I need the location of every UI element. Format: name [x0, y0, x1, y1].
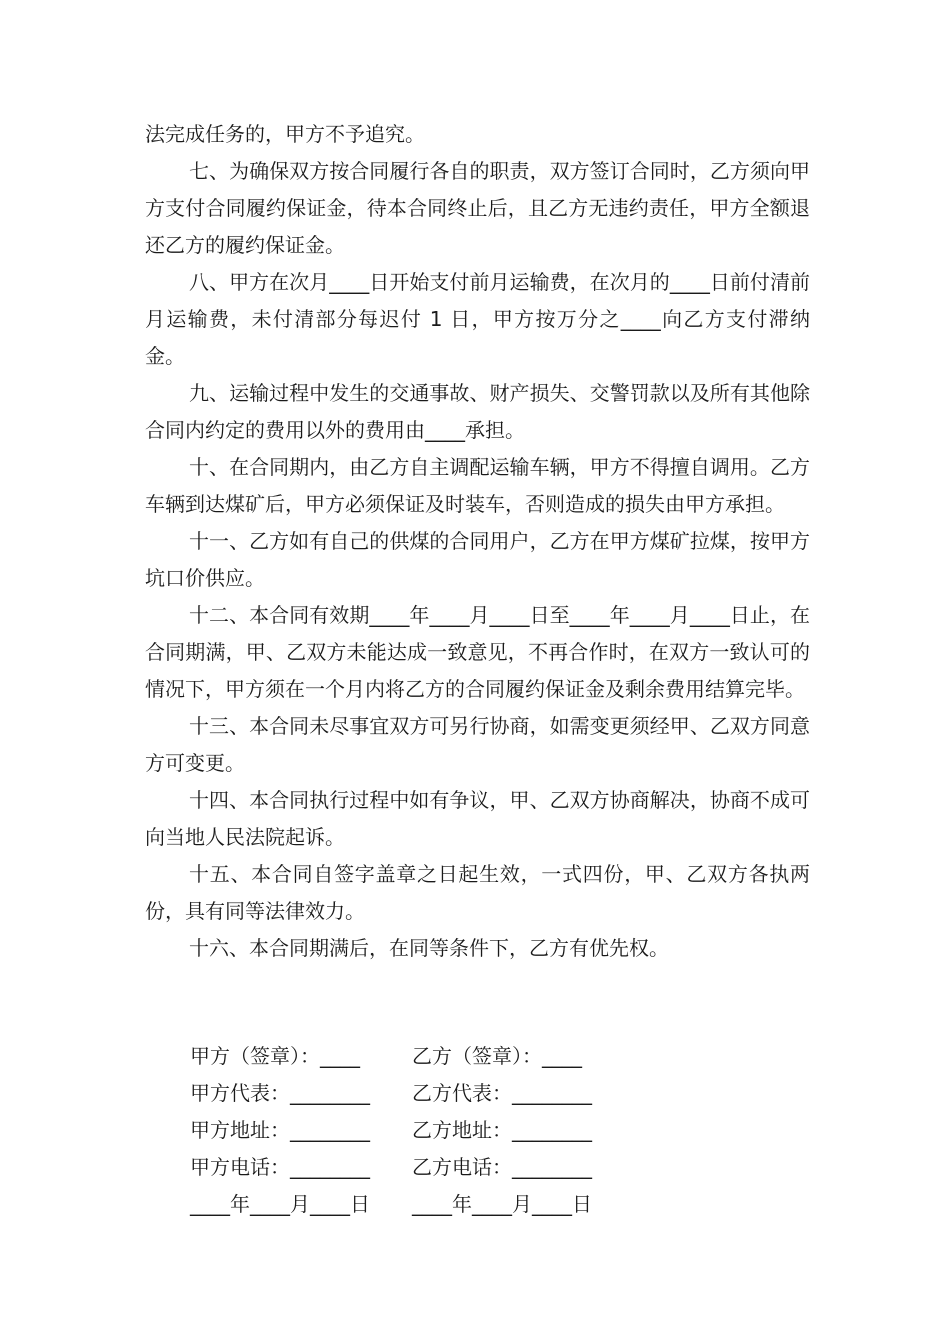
party-b-seal: 乙方（签章）：____	[412, 1044, 582, 1068]
party-a-phone: 甲方电话：________	[190, 1155, 370, 1179]
party-a-seal: 甲方（签章）：____	[190, 1044, 360, 1068]
clause-12: 十二、本合同有效期____年____月____日至____年____月____日止，在合同期满，甲、乙双方未能达成一致意见，不再合作时，在双方一致认可的情况下，甲方须在一个月内将乙方的合同履约保证金及剩余费用结算完毕。	[145, 603, 810, 701]
signature-row-address	[190, 1112, 750, 1149]
signature-row-seal	[190, 1038, 750, 1075]
contract-body	[145, 116, 810, 967]
paragraph-continuation: 法完成任务的，甲方不予追究。	[145, 122, 425, 146]
signature-block	[190, 1038, 750, 1223]
party-b-date: ____年____月____日	[412, 1192, 592, 1216]
clause-9: 九、运输过程中发生的交通事故、财产损失、交警罚款以及所有其他除合同内约定的费用以外的费用由____承担。	[145, 381, 810, 442]
clause-8: 八、甲方在次月____日开始支付前月运输费，在次月的____日前付清前月运输费，未付清部分每迟付 1 日，甲方按万分之____向乙方支付滞纳金。	[145, 270, 810, 368]
party-b-phone: 乙方电话：________	[412, 1155, 592, 1179]
clause-16: 十六、本合同期满后，在同等条件下，乙方有优先权。	[189, 936, 669, 960]
clause-15: 十五、本合同自签字盖章之日起生效，一式四份，甲、乙双方各执两份，具有同等法律效力。	[145, 862, 810, 923]
signature-row-phone	[190, 1149, 750, 1186]
clause-14: 十四、本合同执行过程中如有争议，甲、乙双方协商解决，协商不成可向当地人民法院起诉。	[145, 788, 810, 849]
party-b-representative: 乙方代表：________	[412, 1081, 592, 1105]
clause-11: 十一、乙方如有自己的供煤的合同用户，乙方在甲方煤矿拉煤，按甲方坑口价供应。	[145, 529, 810, 590]
party-a-address: 甲方地址：________	[190, 1118, 370, 1142]
signature-row-representative	[190, 1075, 750, 1112]
party-b-address: 乙方地址：________	[412, 1118, 592, 1142]
party-a-representative: 甲方代表：________	[190, 1081, 370, 1105]
party-a-date: ____年____月____日	[190, 1192, 370, 1216]
signature-row-date	[190, 1186, 750, 1223]
clause-13: 十三、本合同未尽事宜双方可另行协商，如需变更须经甲、乙双方同意方可变更。	[145, 714, 810, 775]
clause-10: 十、在合同期内，由乙方自主调配运输车辆，甲方不得擅自调用。乙方车辆到达煤矿后，甲方必须保证及时装车，否则造成的损失由甲方承担。	[145, 455, 810, 516]
clause-7: 七、为确保双方按合同履行各自的职责，双方签订合同时，乙方须向甲方支付合同履约保证金，待本合同终止后，且乙方无违约责任，甲方全额退还乙方的履约保证金。	[145, 159, 810, 257]
